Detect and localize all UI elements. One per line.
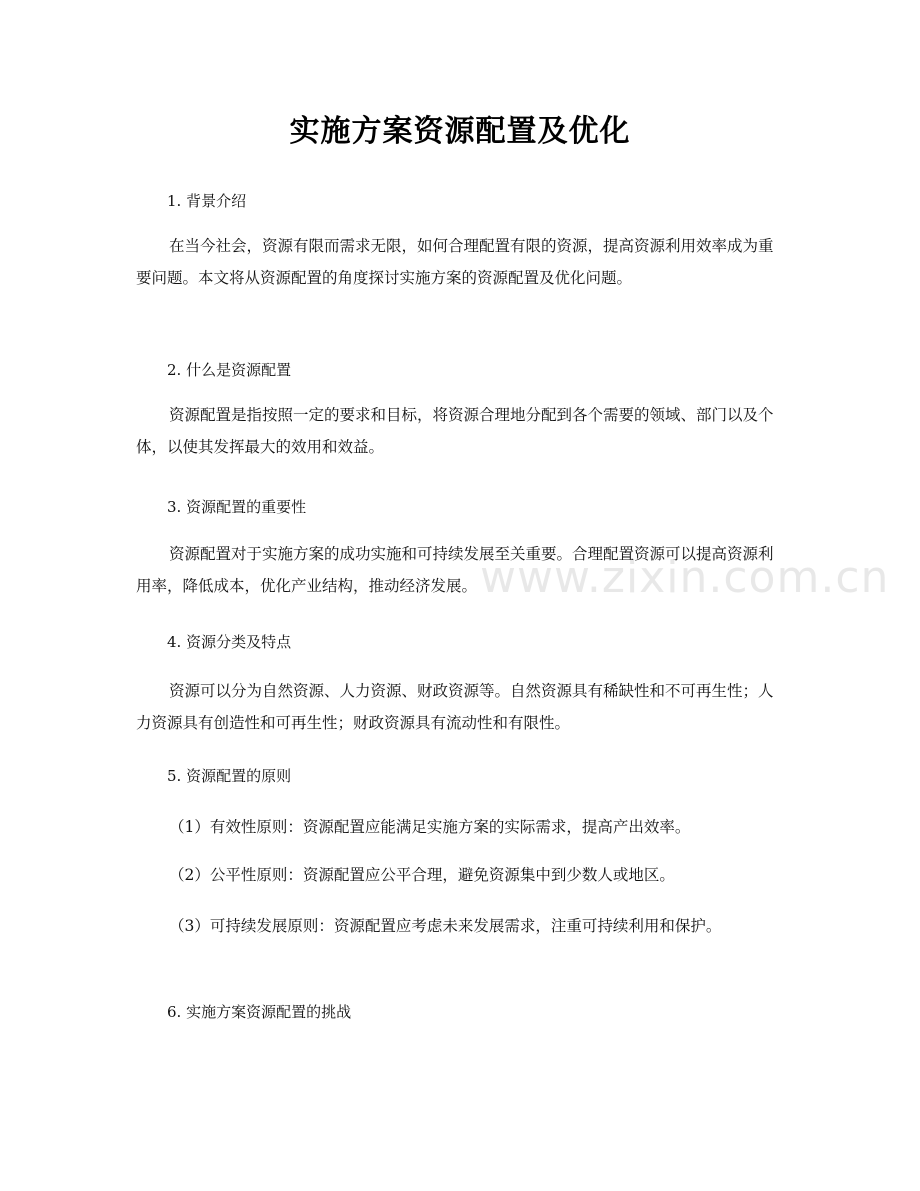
section-heading-1: 1. 背景介绍	[167, 192, 247, 210]
section-heading-2: 2. 什么是资源配置	[167, 361, 292, 379]
principle-item-2: （2）公平性原则：资源配置应公平合理，避免资源集中到少数人或地区。	[169, 866, 675, 884]
principle-item-3: （3）可持续发展原则：资源配置应考虑未来发展需求，注重可持续利用和保护。	[169, 917, 722, 935]
section-paragraph-4: 资源可以分为自然资源、人力资源、财政资源等。自然资源具有稀缺性和不可再生性；人力资源具有创造性和可再生性；财政资源具有流动性和有限性。	[136, 682, 774, 732]
principle-item-1: （1）有效性原则：资源配置应能满足实施方案的实际需求，提高产出效率。	[169, 818, 691, 836]
section-paragraph-2: 资源配置是指按照一定的要求和目标，将资源合理地分配到各个需要的领域、部门以及个体，以使其发挥最大的效用和效益。	[136, 406, 774, 456]
section-heading-6: 6. 实施方案资源配置的挑战	[167, 1003, 352, 1021]
section-paragraph-3: 资源配置对于实施方案的成功实施和可持续发展至关重要。合理配置资源可以提高资源利用率，降低成本，优化产业结构，推动经济发展。	[136, 545, 774, 595]
section-heading-5: 5. 资源配置的原则	[167, 767, 292, 785]
section-heading-4: 4. 资源分类及特点	[167, 633, 292, 651]
document-title: 实施方案资源配置及优化	[289, 114, 631, 149]
watermark-text: www.zixin.com.cn	[480, 552, 890, 603]
section-heading-3: 3. 资源配置的重要性	[167, 498, 307, 516]
section-paragraph-1: 在当今社会，资源有限而需求无限，如何合理配置有限的资源，提高资源利用效率成为重要问题。本文将从资源配置的角度探讨实施方案的资源配置及优化问题。	[136, 237, 774, 287]
